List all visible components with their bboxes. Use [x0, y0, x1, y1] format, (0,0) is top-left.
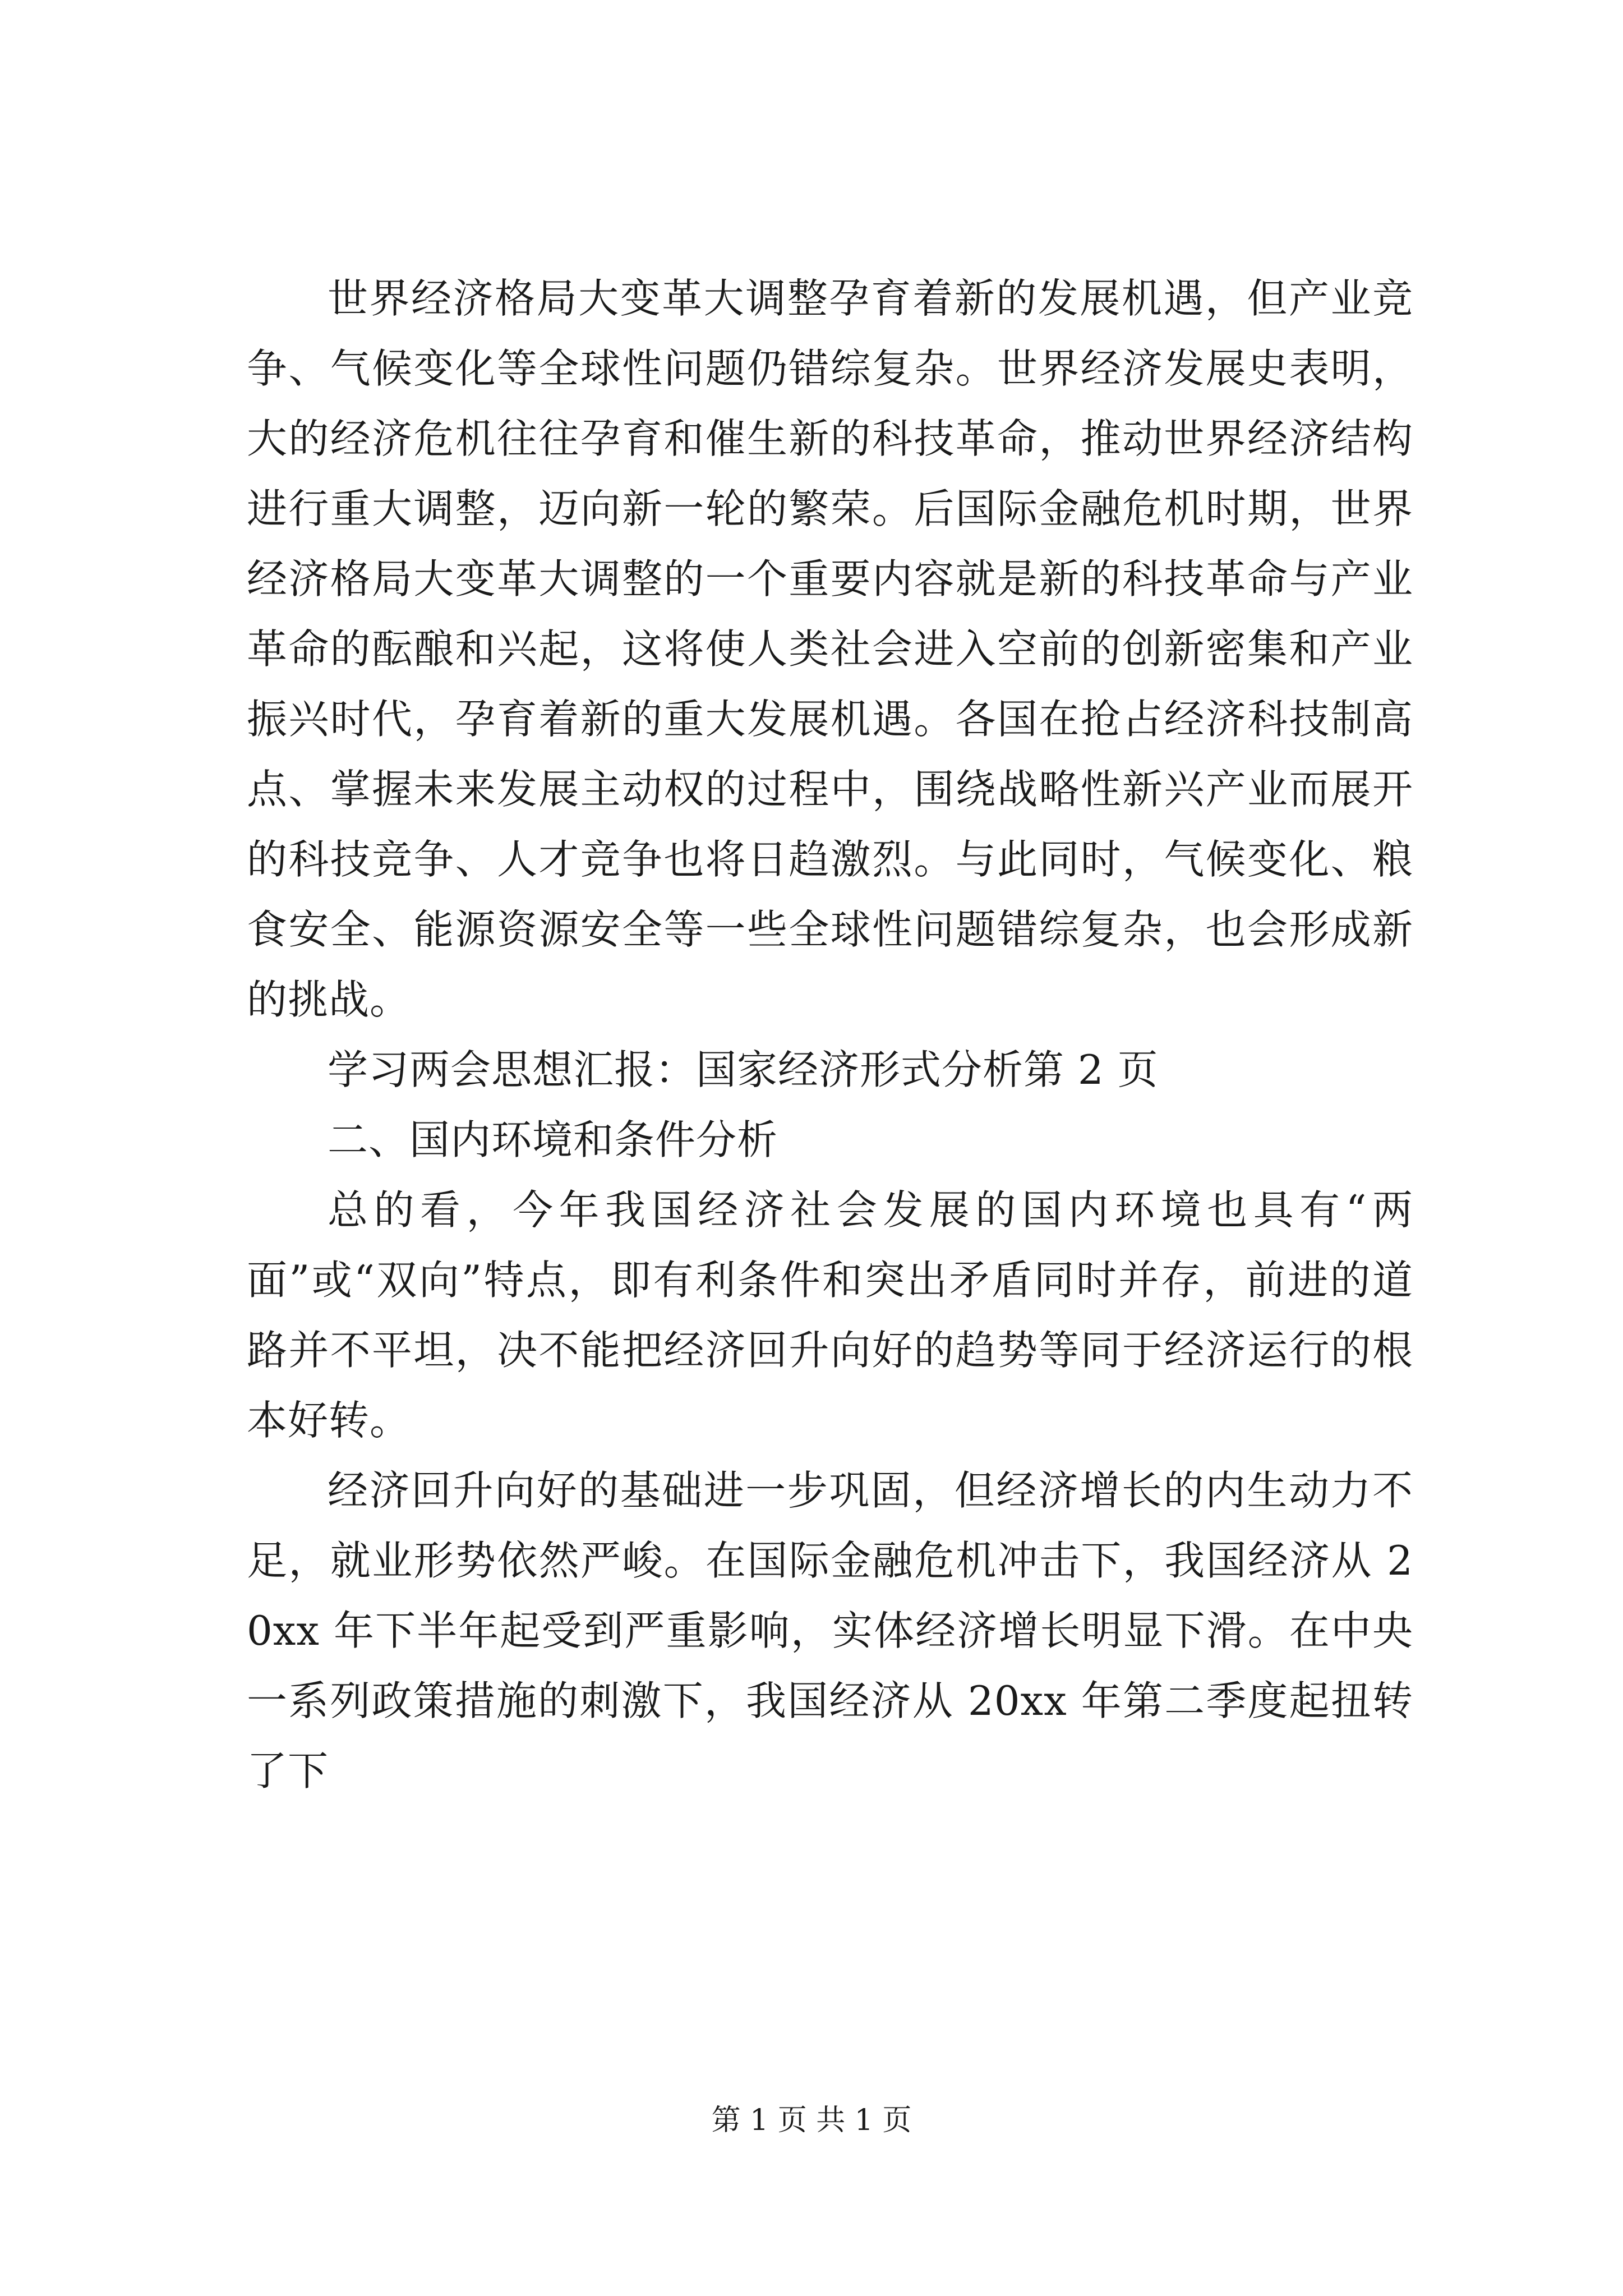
- page-footer: 第 1 页 共 1 页: [711, 2104, 912, 2137]
- document-body: [247, 264, 1413, 1806]
- paragraph-economic-recovery: 经济回升向好的基础进一步巩固，但经济增长的内生动力不足，就业形势依然严峻。在国际金融危机冲击下，我国经济从 20xx 年下半年起受到严重影响，实体经济增长明显下滑。在中央一系列政策措施的刺激下，我国经济从 20xx 年第二季度起扭转了下: [247, 1467, 1413, 1795]
- section-heading: 二、国内环境和条件分析: [328, 1116, 778, 1163]
- paragraph-world-economy: 世界经济格局大变革大调整孕育着新的发展机遇，但产业竞争、气候变化等全球性问题仍错综复杂。世界经济发展史表明，大的经济危机往往孕育和催生新的科技革命，推动世界经济结构进行重大调整，迈向新一轮的繁荣。后国际金融危机时期，世界经济格局大变革大调整的一个重要内容就是新的科技革命与产业革命的酝酿和兴起，这将使人类社会进入空前的创新密集和产业振兴时代，孕育着新的重大发展机遇。各国在抢占经济科技制高点、掌握未来发展主动权的过程中，围绕战略性新兴产业而展开的科技竞争、人才竞争也将日趋激烈。与此同时，气候变化、粮食安全、能源资源安全等一些全球性问题错综复杂，也会形成新的挑战。: [247, 275, 1413, 1023]
- paragraph-domestic-environment: 总的看，今年我国经济社会发展的国内环境也具有“两面”或“双向”特点，即有利条件和突出矛盾同时并存，前进的道路并不平坦，决不能把经济回升向好的趋势等同于经济运行的根本好转。: [247, 1186, 1413, 1444]
- page-heading: 学习两会思想汇报：国家经济形式分析第 2 页: [328, 1046, 1159, 1093]
